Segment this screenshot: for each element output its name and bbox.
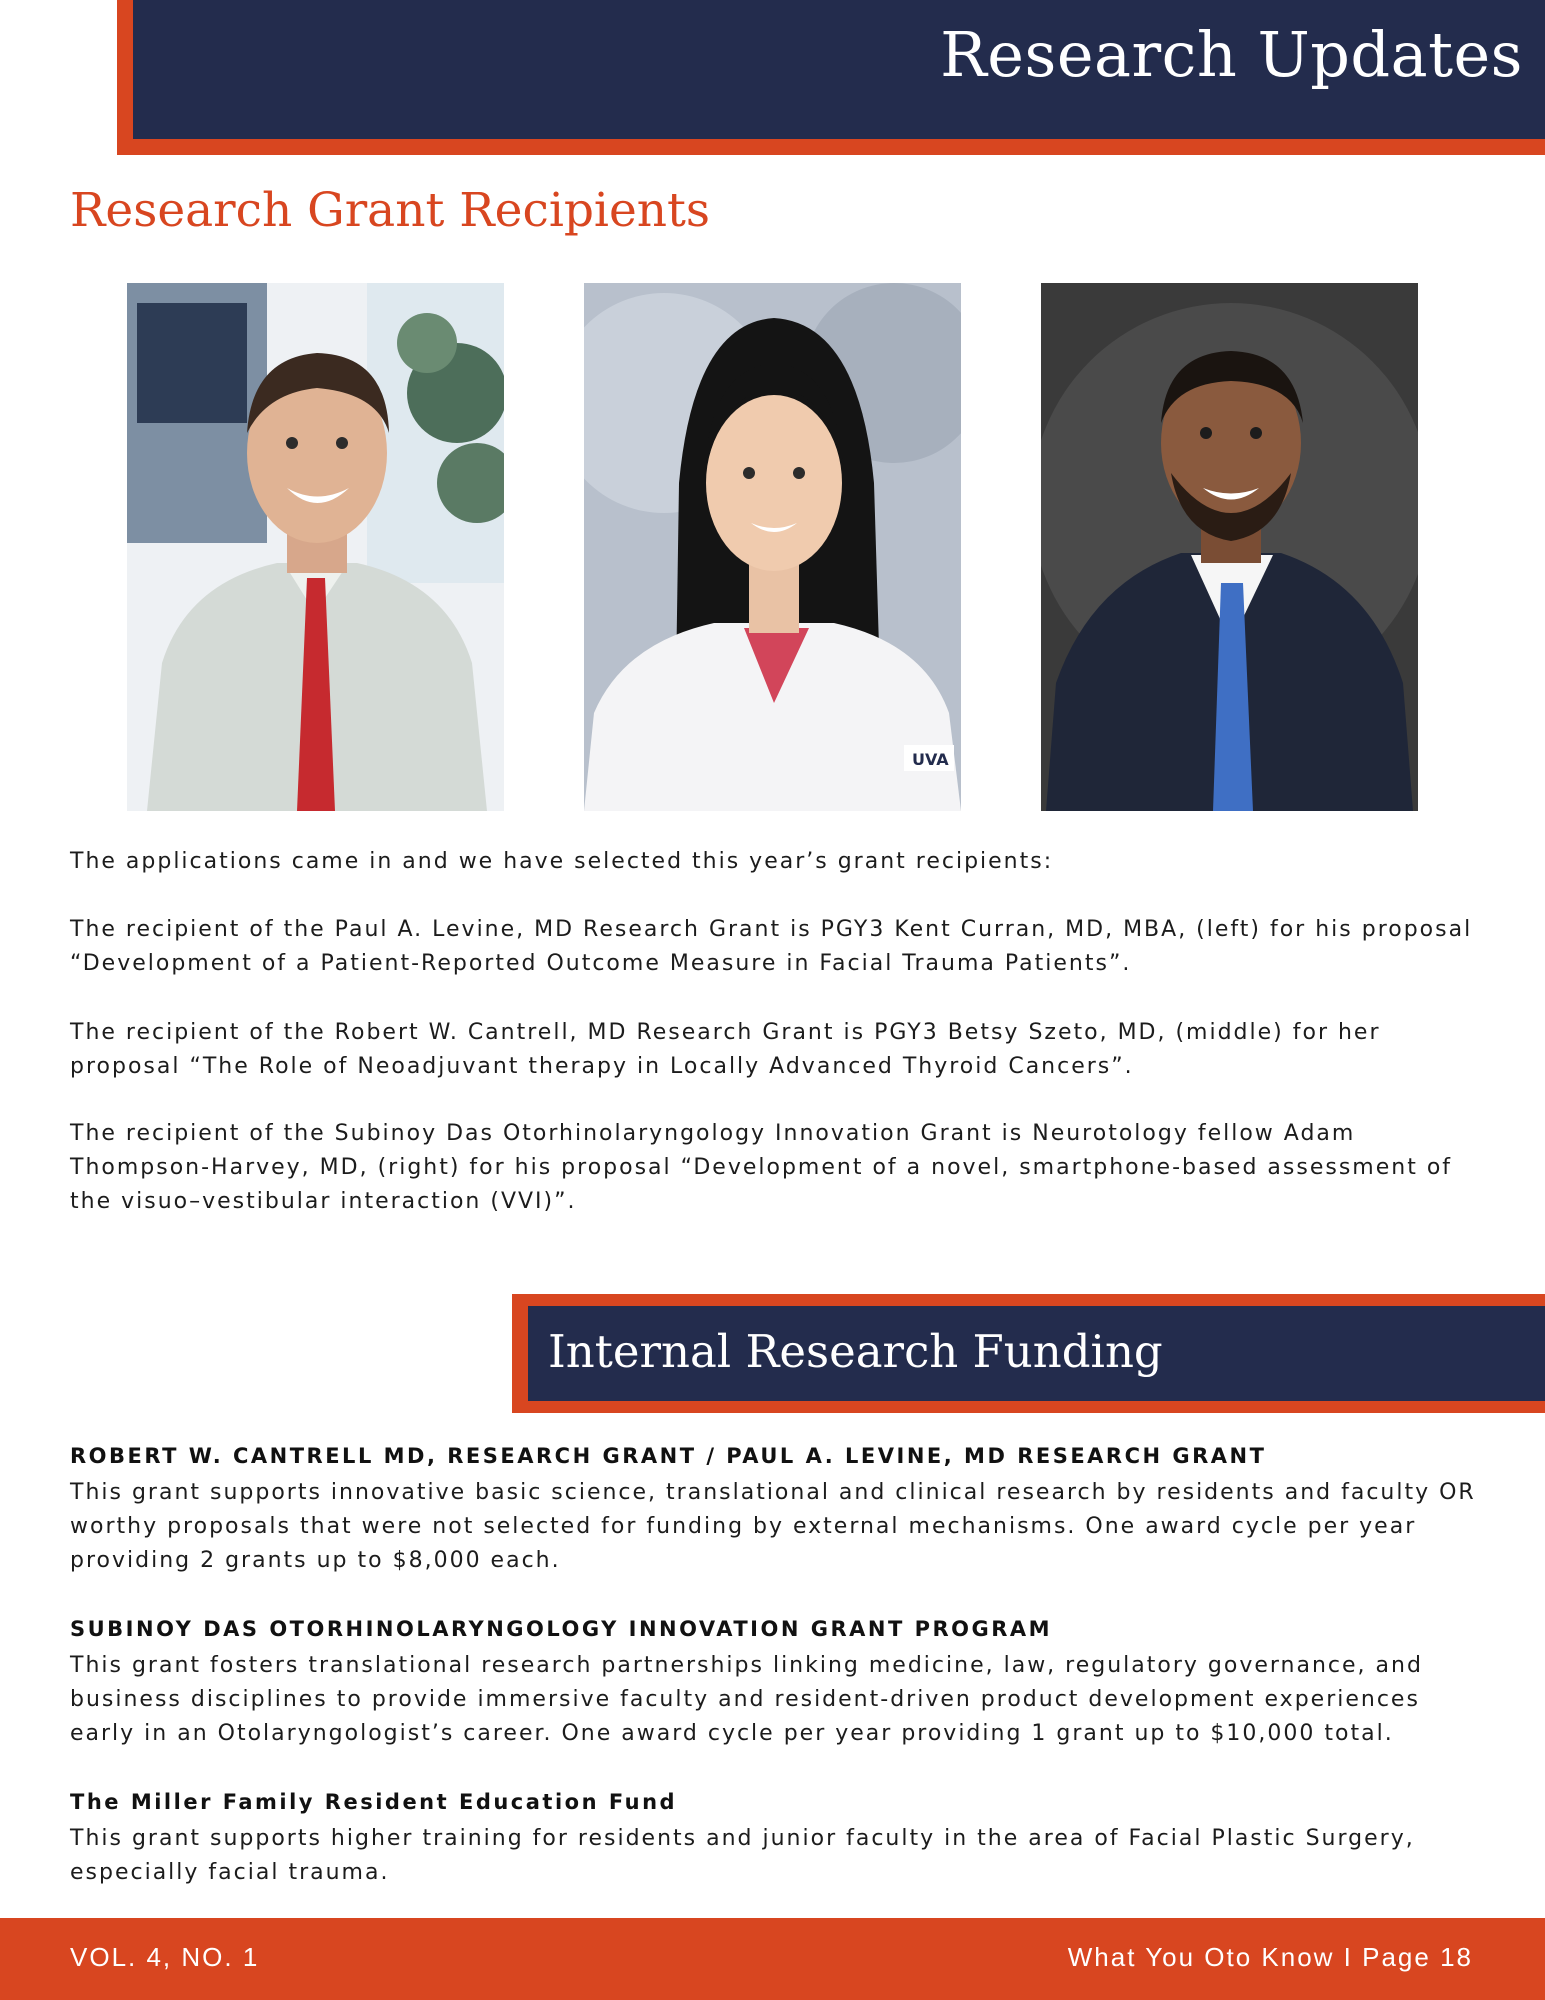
recipients-intro: The applications came in and we have selected this year’s grant recipients:	[70, 849, 1054, 874]
photo-badge-text: UVA	[912, 750, 949, 769]
section-heading: Research Grant Recipients	[70, 183, 711, 238]
recipient-photo-middle	[584, 283, 961, 811]
recipient-paragraph-middle: The recipient of the Robert W. Cantrell, MD Research Grant is PGY3 Betsy Szeto, MD, (middle) for her proposal “The Role of Neoadjuvant therapy in Locally Advanced Thyroid Cancers”.	[70, 1020, 1381, 1079]
funding-banner	[528, 1306, 1545, 1401]
footer-volume: VOL. 4, NO. 1	[70, 1942, 260, 1972]
grant-description: This grant fosters translational research partnerships linking medicine, law, regulatory governance, and business disciplines to provide immersive faculty and resident-driven product development experiences early in an Otolaryngologist’s career. One award cycle per year providing 1 grant up to $10,000 total.	[70, 1653, 1423, 1746]
grant-description: This grant supports higher training for residents and junior faculty in the area of Facial Plastic Surgery, especially facial trauma.	[70, 1826, 1415, 1885]
recipient-paragraph-left: The recipient of the Paul A. Levine, MD Research Grant is PGY3 Kent Curran, MD, MBA, (left) for his proposal “Development of a Patient-Reported Outcome Measure in Facial Trauma Patients”.	[70, 917, 1473, 976]
recipient-photo-right	[1041, 283, 1418, 811]
grant-title: SUBINOY DAS OTORHINOLARYNGOLOGY INNOVATION GRANT PROGRAM	[70, 1617, 1053, 1641]
grant-title: The Miller Family Resident Education Fund	[70, 1790, 678, 1814]
header-banner	[133, 0, 1545, 139]
funding-heading: Internal Research Funding	[548, 1325, 1163, 1378]
footer-bar	[0, 1918, 1545, 2000]
grant-description: This grant supports innovative basic science, translational and clinical research by residents and faculty OR worthy proposals that were not selected for funding by external mechanisms. One award cycle per year providing 2 grants up to $8,000 each.	[70, 1480, 1476, 1573]
recipient-photo-left	[127, 283, 504, 811]
page-title: Research Updates	[940, 18, 1523, 91]
footer-page-label: What You Oto Know I Page 18	[1067, 1942, 1473, 1972]
grant-title: ROBERT W. CANTRELL MD, RESEARCH GRANT / PAUL A. LEVINE, MD RESEARCH GRANT	[70, 1444, 1267, 1468]
recipient-paragraph-right: The recipient of the Subinoy Das Otorhinolaryngology Innovation Grant is Neurotology fellow Adam Thompson-Harvey, MD, (right) for his proposal “Development of a novel, smartphone-based assessment of the visuo–vestibular interaction (VVI)”.	[70, 1121, 1453, 1214]
